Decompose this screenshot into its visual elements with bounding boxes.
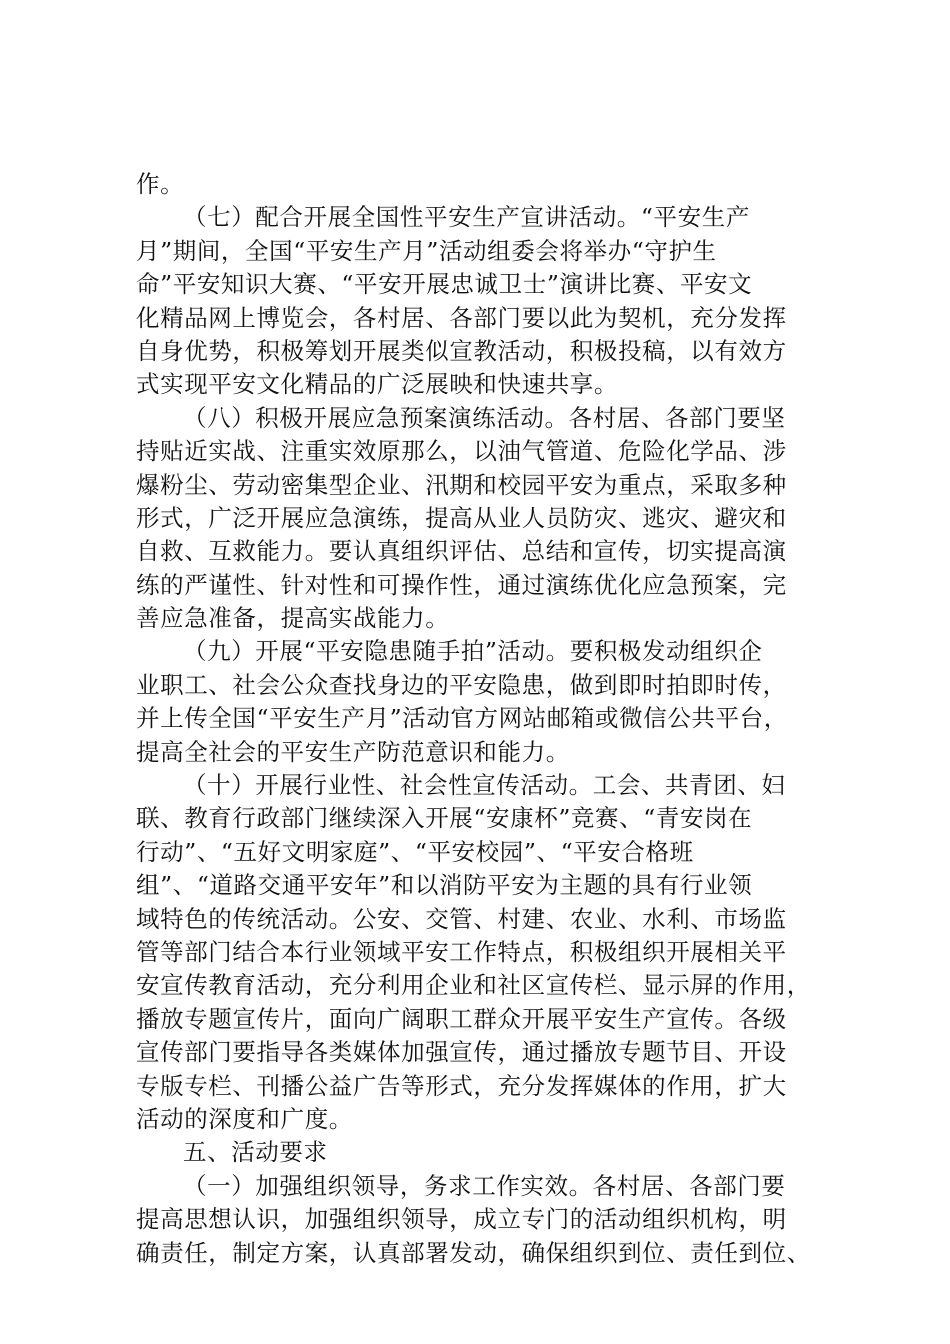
text-line: （一）加强组织领导，务求工作实效。各村居、各部门要 [183,1171,786,1200]
text-line: （九）开展“平安隐患随手拍”活动。要积极发动组织企 [183,637,763,666]
text-line: 宣传部门要指导各类媒体加强宣传，通过播放专题节目、开设 [136,1038,787,1067]
text-line: 提高思想认识，加强组织领导，成立专门的活动组织机构，明 [136,1205,787,1234]
text-line: 联、教育行政部门继续深入开展“安康杯”竞赛、“青安岗在 [136,804,753,833]
text-line: 善应急准备，提高实战能力。 [136,604,450,633]
text-line: 组”、“道路交通平安年”和以消防平安为主题的具有行业领 [136,871,753,900]
text-line: 确责任，制定方案，认真部署发动，确保组织到位、责任到位、 [136,1238,811,1267]
text-line: 播放专题宣传片，面向广阔职工群众开展平安生产宣传。各级 [136,1004,787,1033]
text-line: 管等部门结合本行业领域平安工作特点，积极组织开展相关平 [136,937,787,966]
text-line: （八）积极开展应急预案演练活动。各村居、各部门要坚 [183,403,786,432]
text-line: 月”期间，全国“平安生产月”活动组委会将举办“守护生 [136,236,717,265]
text-line: 五、活动要求 [183,1138,328,1167]
text-line: 活动的深度和广度。 [136,1104,353,1133]
text-line: 式实现平安文化精品的广泛展映和快速共享。 [136,370,618,399]
document-page [136,168,826,1270]
text-line: 域特色的传统活动。公安、交管、村建、农业、水利、市场监 [136,904,787,933]
text-line: 作。 [136,170,185,198]
text-line: 业职工、社会公众查找身边的平安隐患，做到即时拍即时传， [136,670,787,699]
text-line: 提高全社会的平安生产防范意识和能力。 [136,737,570,766]
text-line: 安宣传教育活动，充分利用企业和社区宣传栏、显示屏的作用， [136,971,811,1000]
text-line: 练的严谨性、针对性和可操作性，通过演练优化应急预案，完 [136,570,787,599]
text-line: 自身优势，积极筹划开展类似宣教活动，积极投稿，以有效方 [136,336,787,365]
text-line: 形式，广泛开展应急演练，提高从业人员防灾、逃灾、避灾和 [136,503,787,532]
text-line: 自救、互救能力。要认真组织评估、总结和宣传，切实提高演 [136,537,787,566]
text-line: 爆粉尘、劳动密集型企业、汛期和校园平安为重点，采取多种 [136,470,787,499]
text-line: 并上传全国“平安生产月”活动官方网站邮箱或微信公共平台， [136,704,788,733]
text-line: 持贴近实战、注重实效原那么，以油气管道、危险化学品、涉 [136,437,787,466]
text-line: 专版专栏、刊播公益广告等形式，充分发挥媒体的作用，扩大 [136,1071,787,1100]
text-line: 命”平安知识大赛、“平安开展忠诚卫士”演讲比赛、平安文 [136,270,753,299]
text-line: 行动”、“五好文明家庭”、“平安校园”、“平安合格班 [136,837,694,866]
text-line: 化精品网上博览会，各村居、各部门要以此为契机，充分发挥 [136,303,787,332]
text-line: （十）开展行业性、社会性宣传活动。工会、共青团、妇 [183,771,786,800]
text-line: （七）配合开展全国性平安生产宣讲活动。“平安生产 [183,203,750,232]
